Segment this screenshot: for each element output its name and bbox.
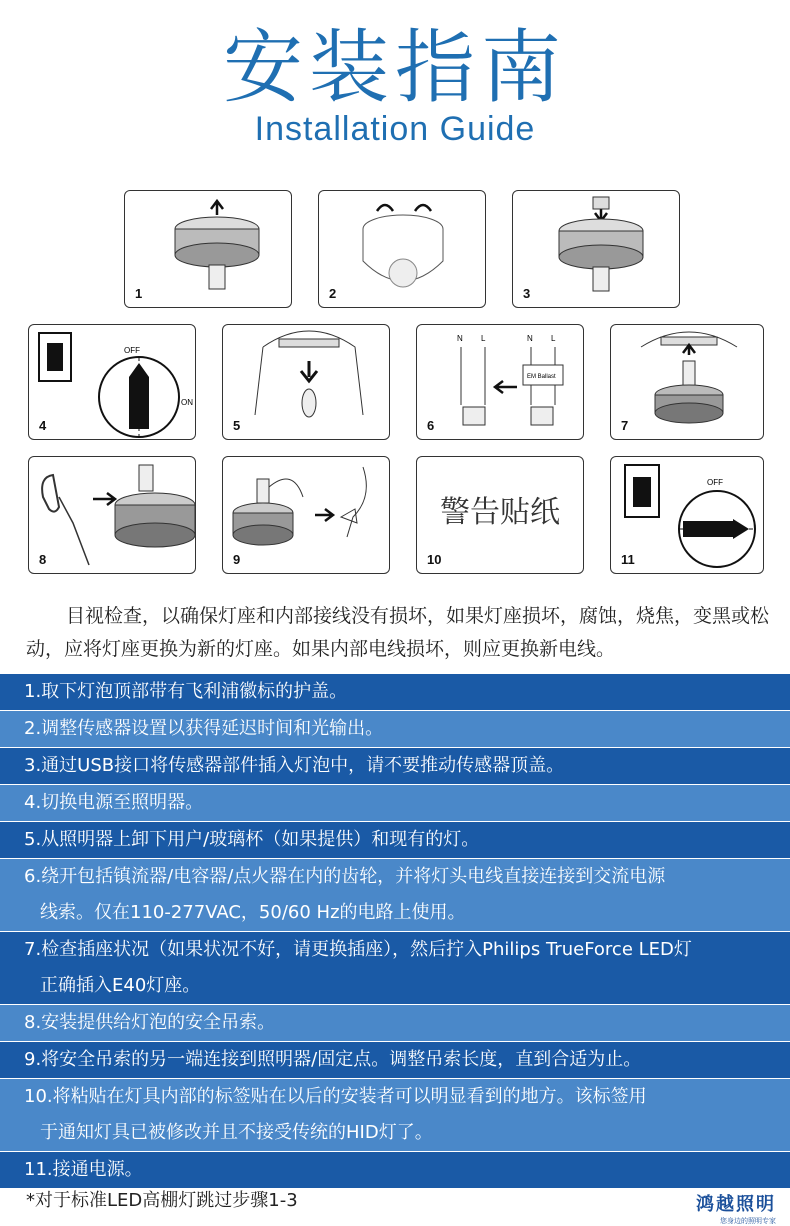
install-lamp-illustration — [611, 325, 765, 441]
power-switch-illustration — [29, 325, 197, 441]
on-label: ON — [181, 398, 193, 407]
intro-paragraph — [26, 600, 776, 666]
step-item — [0, 1079, 790, 1152]
step-panel-7 — [610, 324, 764, 440]
step-panel-3 — [512, 190, 680, 308]
step-number: 1 — [135, 286, 143, 301]
step-item — [0, 1152, 790, 1189]
step-panel-6 — [416, 324, 584, 440]
step-panel-9 — [222, 456, 390, 574]
off-label: OFF — [124, 346, 140, 355]
wire-label: N — [527, 334, 533, 343]
step-number: 3 — [523, 286, 531, 301]
step-panel-2 — [318, 190, 486, 308]
step-text: 3.通过USB接口将传感器部件插入灯泡中，请不要推动传感器顶盖。 — [24, 755, 565, 776]
step-number: 9 — [233, 552, 241, 567]
step-item — [0, 785, 790, 822]
step-item — [0, 859, 790, 932]
wire-label: L — [481, 334, 486, 343]
step-text: 1.取下灯泡顶部带有飞利浦徽标的护盖。 — [24, 681, 348, 702]
step-item — [0, 674, 790, 711]
lamp-top-cover-illustration — [125, 191, 293, 309]
steps-list — [0, 674, 790, 1189]
step-text: 10.将粘贴在灯具内部的标签贴在以后的安装者可以明显看到的地方。该标签用 — [24, 1086, 647, 1107]
wire-label: L — [551, 334, 556, 343]
brand-logo — [696, 1190, 776, 1226]
step-text: 11.接通电源。 — [24, 1159, 143, 1180]
warning-sticker-text: 警告贴纸 — [440, 495, 560, 530]
step-item — [0, 822, 790, 859]
step-text-continued: 正确插入E40灯座。 — [40, 975, 201, 996]
intro-text: 目视检查，以确保灯座和内部接线没有损坏，如果灯座损坏，腐蚀，烧焦，变黑或松动，应将灯座更换为新的灯座。如果内部电线损坏，则应更换新电线。 — [26, 605, 770, 660]
step-text-continued: 于通知灯具已被修改并且不接受传统的HID灯了。 — [40, 1122, 433, 1143]
page-subtitle: Installation Guide — [254, 110, 536, 148]
brand-tagline: 您身边的照明专家 — [720, 1217, 776, 1225]
step-number: 11 — [621, 552, 635, 567]
page-title: 安装指南 — [223, 21, 567, 114]
step-item — [0, 711, 790, 748]
step-panel-8 — [28, 456, 196, 574]
step-number: 10 — [427, 552, 442, 567]
wire-label: N — [457, 334, 463, 343]
step-item — [0, 748, 790, 785]
step-text-continued: 线索。仅在110-277VAC，50/60 Hz的电路上使用。 — [40, 902, 466, 923]
step-panel-4 — [28, 324, 196, 440]
step-number: 6 — [427, 418, 435, 433]
step-item — [0, 1042, 790, 1079]
step-panel-1 — [124, 190, 292, 308]
step-number: 4 — [39, 418, 47, 433]
step-text: 7.检查插座状况（如果状况不好，请更换插座），然后拧入Philips TrueForce LED灯 — [24, 939, 692, 960]
safety-sling-illustration — [29, 457, 197, 575]
step-text: 5.从照明器上卸下用户/玻璃杯（如果提供）和现有的灯。 — [24, 829, 480, 850]
step-text: 8.安装提供给灯泡的安全吊索。 — [24, 1012, 276, 1033]
sling-attach-illustration — [223, 457, 391, 575]
footnote: *对于标准LED高棚灯跳过步骤1-3 — [26, 1190, 298, 1211]
step-number: 5 — [233, 418, 241, 433]
sensor-adjust-illustration — [319, 191, 487, 309]
step-text: 4.切换电源至照明器。 — [24, 792, 204, 813]
step-number: 2 — [329, 286, 337, 301]
step-number: 8 — [39, 552, 47, 567]
step-panel-10 — [416, 456, 584, 574]
step-item — [0, 1005, 790, 1042]
sensor-insert-illustration — [513, 191, 681, 309]
off-label: OFF — [707, 478, 723, 487]
step-item — [0, 932, 790, 1005]
step-text: 9.将安全吊索的另一端连接到照明器/固定点。调整吊索长度，直到合适为止。 — [24, 1049, 642, 1070]
step-panel-11 — [610, 456, 764, 574]
step-text: 2.调整传感器设置以获得延迟时间和光输出。 — [24, 718, 384, 739]
step-number: 7 — [621, 418, 629, 433]
ballast-label: EM Ballast — [527, 374, 556, 380]
step-text: 6.绕开包括镇流器/电容器/点火器在内的齿轮，并将灯头电线直接连接到交流电源 — [24, 866, 666, 887]
remove-lamp-illustration — [223, 325, 391, 441]
step-panel-5 — [222, 324, 390, 440]
brand-name: 鸿越照明 — [696, 1194, 776, 1215]
wiring-diagram — [417, 325, 585, 441]
